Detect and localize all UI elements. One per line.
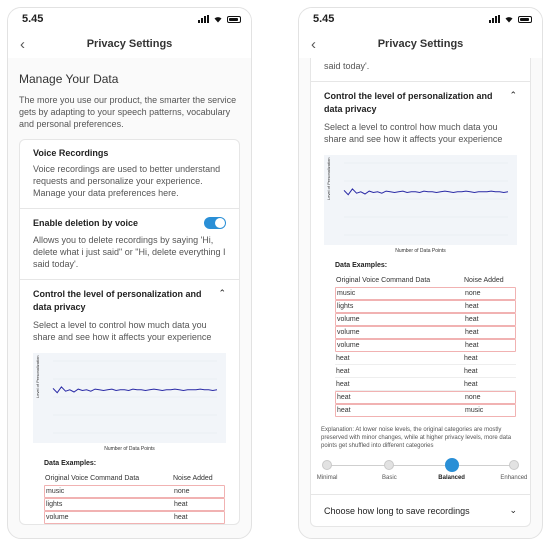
cellular-signal-icon (489, 15, 500, 23)
personalization-desc: Select a level to control how much data you share and see how it affects your experience (33, 320, 212, 342)
table-row (335, 404, 516, 417)
cell-original: volume (337, 316, 360, 323)
deletion-desc-tail: said today'. (324, 61, 370, 71)
table-row (335, 365, 516, 378)
voice-recordings-title: Voice Recordings (33, 148, 109, 158)
battery-icon (518, 16, 532, 23)
cell-noise: heat (174, 514, 188, 521)
chart-plot (324, 155, 516, 245)
cell-noise: none (465, 290, 481, 297)
level-label-balanced: Balanced (438, 475, 465, 481)
wifi-icon (504, 15, 514, 23)
personalization-section (20, 280, 239, 524)
col-original: Original Voice Command Data (336, 277, 431, 284)
level-stop-balanced[interactable] (445, 458, 459, 472)
cell-original: heat (337, 407, 351, 414)
nav-bar (8, 30, 251, 58)
cell-noise: none (465, 394, 481, 401)
cell-original: heat (336, 380, 350, 388)
cell-noise: heat (174, 501, 188, 508)
cellular-signal-icon (198, 15, 209, 23)
table-row (335, 378, 516, 391)
table-row (44, 498, 225, 511)
deletion-desc: Allows you to delete recordings by saying 'Hi, delete what i just said" or "Hi, delete everything I said today'. (33, 235, 226, 269)
wifi-icon (213, 15, 223, 23)
examples-title: Data Examples: (44, 460, 97, 467)
cell-noise: heat (465, 303, 479, 310)
cell-original: heat (336, 354, 350, 362)
cell-original: volume (337, 329, 360, 336)
examples-title: Data Examples: (335, 262, 388, 269)
personalization-section (311, 82, 530, 526)
cell-original: volume (46, 514, 69, 521)
chevron-up-icon[interactable]: ⌃ (509, 90, 517, 100)
save-duration-label: Choose how long to save recordings (324, 505, 470, 516)
status-time: 5.45 (22, 13, 44, 25)
chart-series-line (344, 189, 508, 195)
cell-original: lights (337, 303, 354, 310)
deletion-section (20, 209, 239, 280)
intro-text: The more you use our product, the smarter the service gets by adapting to your speech patterns, vocabulary and personal preferences. (19, 95, 237, 129)
chevron-down-icon[interactable]: ⌄ (509, 505, 517, 515)
cell-noise: heat (464, 354, 478, 362)
level-stop-enhanced[interactable] (509, 460, 519, 470)
cell-noise: none (174, 488, 190, 495)
table-header (335, 274, 516, 287)
examples-table (44, 472, 225, 524)
level-label-enhanced: Enhanced (500, 475, 528, 481)
table-row (335, 313, 516, 326)
cell-original: heat (337, 394, 351, 401)
level-stop-minimal[interactable] (322, 460, 332, 470)
personalization-chart (324, 155, 517, 245)
deletion-title: Enable deletion by voice (33, 218, 139, 228)
voice-recordings-desc: Voice recordings are used to better understand requests and personalize your experience. Manage your data preferences here. (33, 164, 221, 198)
level-stop-basic[interactable] (384, 460, 394, 470)
back-button[interactable]: ‹ (311, 36, 316, 53)
table-header (44, 472, 225, 485)
back-button[interactable]: ‹ (20, 36, 25, 53)
phone-screen-right (298, 7, 543, 539)
status-bar (299, 8, 542, 30)
examples-table (335, 274, 516, 417)
table-row (335, 300, 516, 313)
deletion-tail (311, 58, 530, 82)
explanation-text: Explanation: At lower noise levels, the original categories are mostly preserved with minor changes, while at higher privacy levels, more data points get shuffled into different categories (321, 427, 512, 449)
chart-x-label: Number of Data Points (104, 446, 155, 452)
table-row (44, 485, 225, 498)
table-row (335, 287, 516, 300)
section-heading: Manage Your Data (19, 72, 119, 86)
cell-noise: heat (464, 380, 478, 388)
cell-original: music (337, 290, 356, 297)
cell-original: volume (337, 342, 360, 349)
table-row (335, 352, 516, 365)
page-title: Privacy Settings (86, 38, 173, 50)
cell-original: heat (336, 367, 350, 375)
level-label-minimal: Minimal (316, 475, 338, 481)
personalization-desc: Select a level to control how much data you share and see how it affects your experience (324, 122, 503, 144)
cell-original: music (46, 488, 65, 495)
table-row (44, 511, 225, 524)
deletion-toggle[interactable] (204, 217, 226, 229)
cell-noise: heat (465, 342, 479, 349)
status-time: 5.45 (313, 13, 335, 25)
personalization-title: Control the level of personalization and data privacy (324, 91, 493, 114)
page-title: Privacy Settings (377, 38, 464, 50)
table-row (335, 326, 516, 339)
level-label-basic: Basic (382, 475, 397, 481)
personalization-title: Control the level of personalization and data privacy (33, 289, 202, 312)
table-row (335, 339, 516, 352)
status-bar (8, 8, 251, 30)
cell-noise: music (465, 407, 484, 414)
chart-x-label: Number of Data Points (395, 248, 446, 254)
cell-noise: heat (465, 316, 479, 323)
settings-card (310, 58, 531, 527)
chevron-up-icon[interactable]: ⌃ (218, 288, 226, 298)
cell-noise: heat (465, 329, 479, 336)
voice-recordings-section (20, 140, 239, 209)
chart-y-label: Level of Personalization (35, 355, 40, 398)
chart-y-label: Level of Personalization (326, 157, 331, 200)
col-noise: Noise Added (464, 277, 504, 284)
nav-bar (299, 30, 542, 58)
chart-plot (33, 353, 225, 443)
battery-icon (227, 16, 241, 23)
cell-noise: heat (464, 367, 478, 375)
settings-card (19, 139, 240, 525)
col-original: Original Voice Command Data (45, 475, 140, 482)
table-row (335, 391, 516, 404)
chart-series-line (53, 387, 217, 393)
personalization-chart (33, 353, 226, 443)
privacy-level-slider[interactable] (316, 458, 528, 488)
col-noise: Noise Added (173, 475, 213, 482)
phone-screen-left (7, 7, 252, 539)
cell-original: lights (46, 501, 63, 508)
save-duration-row[interactable] (311, 494, 530, 526)
